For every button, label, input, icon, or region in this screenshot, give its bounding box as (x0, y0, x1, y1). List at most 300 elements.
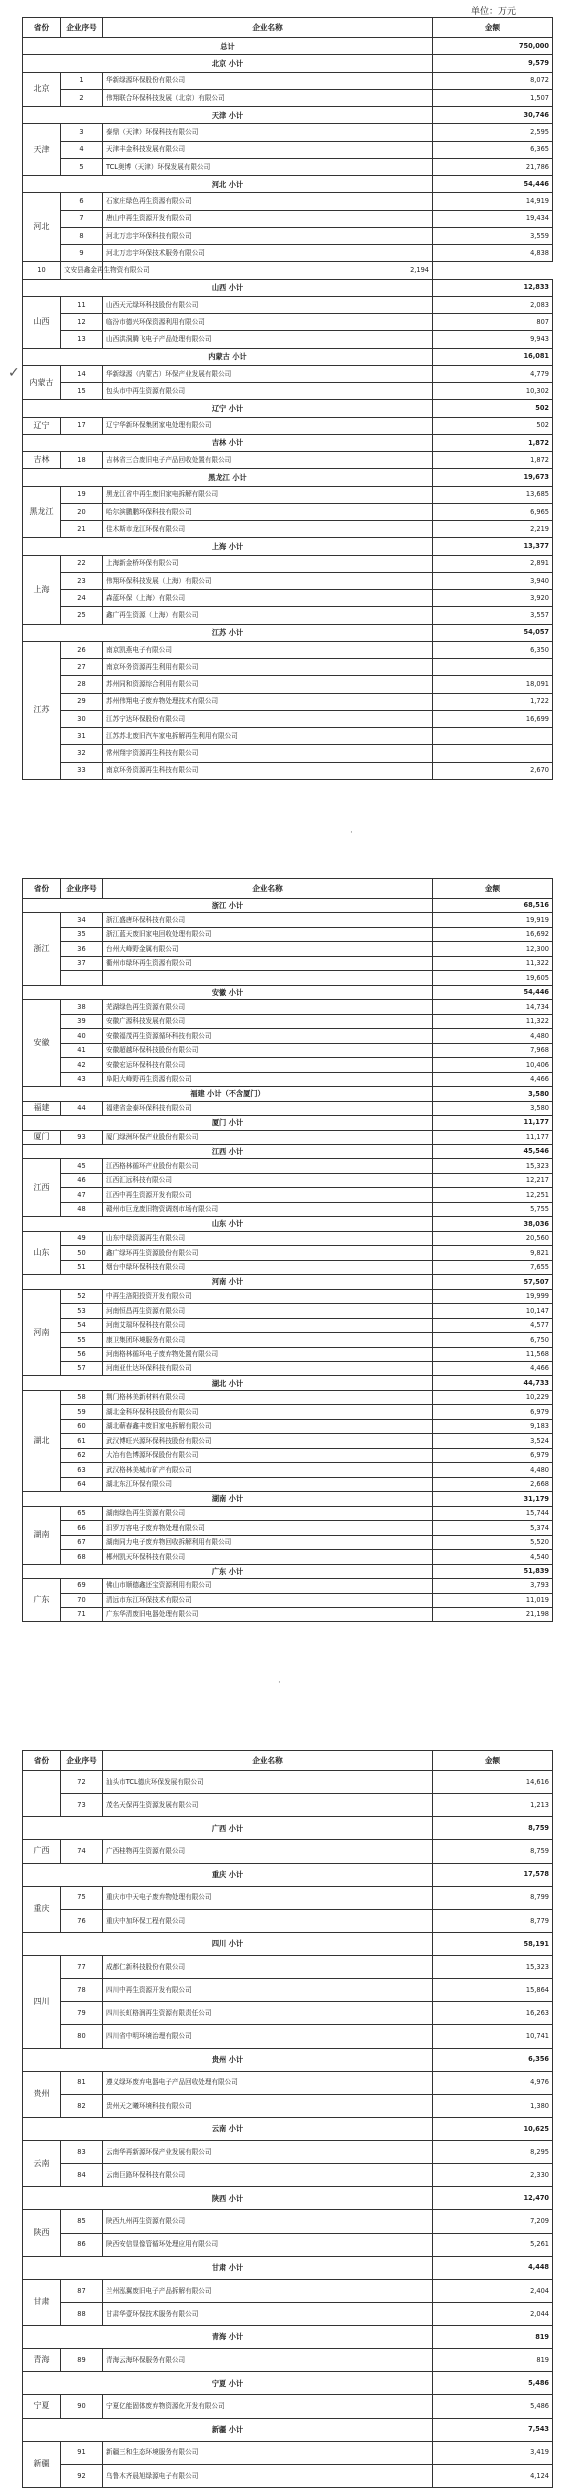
seq-cell: 22 (61, 555, 103, 572)
amount-cell: 5,520 (433, 1535, 553, 1549)
seq-cell: 30 (61, 710, 103, 727)
amount-cell: 3,793 (433, 1579, 553, 1593)
amount-cell: 14,616 (433, 1771, 553, 1794)
province-cell: 湖南 (23, 1506, 61, 1564)
seq-cell: 17 (61, 417, 103, 434)
amount-cell: 807 (433, 314, 553, 331)
table-row (23, 1886, 553, 1909)
table-row (23, 2349, 553, 2372)
company-name-cell: 南京环务资源再生利用有限公司 (103, 659, 433, 676)
table-row (23, 1390, 553, 1404)
subtotal-label: 天津 小计 (23, 107, 433, 124)
province-cell: 江苏 (23, 641, 61, 779)
table-row (23, 1362, 553, 1376)
table-row (23, 1260, 553, 1274)
company-name-cell: 华新绿源环保股份有限公司 (103, 72, 433, 89)
table-row (23, 762, 553, 779)
seq-cell: 4 (61, 141, 103, 158)
table-row (23, 2302, 553, 2325)
table-row (23, 2464, 553, 2487)
company-name-cell: 湖南绿色再生资源有限公司 (103, 1506, 433, 1520)
header-province: 省份 (23, 1751, 61, 1771)
seq-cell: 26 (61, 641, 103, 658)
seq-cell: 53 (61, 1304, 103, 1318)
header-amount: 金额 (433, 879, 553, 899)
province-cell: 黑龙江 (23, 486, 61, 538)
subtotal-label: 河南 小计 (23, 1275, 433, 1289)
subtotal-label: 内蒙古 小计 (23, 348, 433, 365)
amount-cell: 7,655 (433, 1260, 553, 1274)
seq-cell: 52 (61, 1289, 103, 1303)
seq-cell: 68 (61, 1550, 103, 1564)
table-row (23, 1956, 553, 1979)
table-page-1 (22, 17, 552, 780)
amount-cell: 16,263 (433, 2002, 553, 2025)
table-row (23, 72, 553, 89)
table-row (23, 607, 553, 624)
amount-cell (433, 728, 553, 745)
seq-cell: 23 (61, 572, 103, 589)
seq-cell: 89 (61, 2349, 103, 2372)
subtotal-label: 安徽 小计 (23, 985, 433, 999)
subtotal-amount: 13,377 (433, 538, 553, 555)
table-row (23, 452, 553, 469)
company-name-cell: 湖北蕲春鑫丰废旧家电拆解有限公司 (103, 1419, 433, 1433)
subtotal-label: 福建 小计（不含厦门） (23, 1087, 433, 1101)
company-name-cell: 宁夏亿能固体废弃物资源化开发有限公司 (103, 2395, 433, 2418)
subtotal-label: 重庆 小计 (23, 1863, 433, 1886)
amount-cell: 18,091 (433, 676, 553, 693)
amount-cell: 2,194 (103, 262, 433, 279)
subtotal-amount: 8,759 (433, 1817, 553, 1840)
province-cell: 湖北 (23, 1390, 61, 1491)
amount-cell: 2,595 (433, 124, 553, 141)
subtotal-label: 甘肃 小计 (23, 2256, 433, 2279)
company-name-cell: 黑龙江省中再生废旧家电拆解有限公司 (103, 486, 433, 503)
amount-cell: 15,323 (433, 1159, 553, 1173)
subtotal-amount: 16,081 (433, 348, 553, 365)
seq-cell: 38 (61, 1000, 103, 1014)
seq-cell: 46 (61, 1173, 103, 1187)
amount-cell: 8,295 (433, 2141, 553, 2164)
amount-cell: 6,965 (433, 503, 553, 520)
province-cell: 山东 (23, 1231, 61, 1274)
table-row (23, 141, 553, 158)
seq-cell: 63 (61, 1463, 103, 1477)
unit-label: 单位：万元 (471, 7, 517, 17)
subtotal-row (23, 1932, 553, 1955)
table-row (23, 1535, 553, 1549)
subtotal-amount: 19,673 (433, 469, 553, 486)
table-row (23, 2210, 553, 2233)
subtotal-row (23, 2418, 553, 2441)
amount-cell: 3,940 (433, 572, 553, 589)
amount-cell: 9,183 (433, 1419, 553, 1433)
company-name-cell: 遵义绿环废弃电器电子产品回收处理有限公司 (103, 2071, 433, 2094)
amount-cell: 19,999 (433, 1289, 553, 1303)
seq-cell: 45 (61, 1159, 103, 1173)
subtotal-amount: 4,448 (433, 2256, 553, 2279)
company-name-cell: 安徽宏运环保科技有限公司 (103, 1058, 433, 1072)
company-name-cell: 四川中再生资源开发有限公司 (103, 1979, 433, 2002)
company-name-cell: 台州大峰野金属有限公司 (103, 942, 433, 956)
subtotal-amount: 30,746 (433, 107, 553, 124)
seq-cell: 49 (61, 1231, 103, 1245)
table-row (23, 1202, 553, 1216)
table-row (23, 728, 553, 745)
amount-cell: 3,559 (433, 227, 553, 244)
seq-cell: 77 (61, 1956, 103, 1979)
table-page-3 (22, 1750, 552, 2488)
table-row (23, 124, 553, 141)
company-name-cell: 河北万忠宇环保科技有限公司 (103, 227, 433, 244)
company-name-cell: 兰州泓翼废旧电子产品拆解有限公司 (103, 2279, 433, 2302)
seq-cell: 19 (61, 486, 103, 503)
subtotal-label: 青海 小计 (23, 2326, 433, 2349)
company-name-cell: 汨罗万容电子废弃物处理有限公司 (103, 1521, 433, 1535)
province-cell: 上海 (23, 555, 61, 624)
amount-cell: 3,524 (433, 1434, 553, 1448)
seq-cell: 9 (61, 245, 103, 262)
company-name-cell: 临汾市德兴环保资源利用有限公司 (103, 314, 433, 331)
subtotal-label: 湖南 小计 (23, 1492, 433, 1506)
seq-cell: 80 (61, 2025, 103, 2048)
amount-cell: 5,374 (433, 1521, 553, 1535)
subtotal-label: 厦门 小计 (23, 1116, 433, 1130)
subtotal-row (23, 1376, 553, 1390)
subtotal-row (23, 538, 553, 555)
amount-cell: 4,838 (433, 245, 553, 262)
seq-cell: 34 (61, 913, 103, 927)
subtotal-row (23, 1144, 553, 1158)
company-name-cell: 湖北金科环保科技股份有限公司 (103, 1405, 433, 1419)
subtotal-label: 总计 (23, 38, 433, 55)
company-name-cell: 常州翔宇资源再生科技有限公司 (103, 745, 433, 762)
seq-cell: 15 (61, 383, 103, 400)
table-row (23, 942, 553, 956)
seq-cell: 54 (61, 1318, 103, 1332)
seq-cell: 3 (61, 124, 103, 141)
subtotal-row (23, 2187, 553, 2210)
subtotal-row (23, 469, 553, 486)
province-cell: 内蒙古 (23, 365, 61, 400)
province-cell: 江西 (23, 1159, 61, 1217)
table-row (23, 1794, 553, 1817)
page-gap: · (0, 1623, 573, 1750)
subtotal-amount: 12,470 (433, 2187, 553, 2210)
table-row (23, 1333, 553, 1347)
subtotal-amount: 6,356 (433, 2048, 553, 2071)
table-row (23, 745, 553, 762)
company-name-cell (103, 971, 433, 985)
province-cell: 河南 (23, 1289, 61, 1376)
amount-cell: 6,979 (433, 1448, 553, 1462)
subtotal-amount: 17,578 (433, 1863, 553, 1886)
company-name-cell: 康卫集团环境服务有限公司 (103, 1333, 433, 1347)
amount-table (22, 17, 553, 780)
seq-cell: 29 (61, 693, 103, 710)
seq-cell: 10 (23, 262, 61, 279)
company-name-cell: 赣州市巨龙废旧物资调剂市场有限公司 (103, 1202, 433, 1216)
amount-cell: 21,198 (433, 1607, 553, 1621)
seq-cell: 41 (61, 1043, 103, 1057)
seq-cell: 79 (61, 2002, 103, 2025)
province-cell: 四川 (23, 1956, 61, 2049)
province-cell: 北京 (23, 72, 61, 107)
company-name-cell: 安徽广源科技发展有限公司 (103, 1014, 433, 1028)
subtotal-row (23, 279, 553, 296)
table-row (23, 1771, 553, 1794)
table-row (23, 1521, 553, 1535)
company-name-cell: 山西天元绿环科技股份有限公司 (103, 296, 433, 313)
seq-cell: 21 (61, 521, 103, 538)
company-name-cell: 阜阳大峰野再生资源有限公司 (103, 1072, 433, 1086)
company-name-cell: 湖南同力电子废弃物回收拆解利用有限公司 (103, 1535, 433, 1549)
amount-cell: 10,147 (433, 1304, 553, 1318)
table-row (23, 1419, 553, 1433)
province-cell: 辽宁 (23, 417, 61, 434)
amount-cell: 4,124 (433, 2464, 553, 2487)
company-name-cell: 伟翔环保科技发展（上海）有限公司 (103, 572, 433, 589)
seq-cell: 56 (61, 1347, 103, 1361)
seq-cell: 33 (61, 762, 103, 779)
company-name-cell: 唐山中再生资源开发有限公司 (103, 210, 433, 227)
subtotal-row (23, 1275, 553, 1289)
subtotal-amount: 1,872 (433, 434, 553, 451)
table-row (23, 2025, 553, 2048)
amount-cell: 11,177 (433, 1130, 553, 1144)
company-name-cell: 江苏宁达环保股份有限公司 (103, 710, 433, 727)
company-name-cell: 贵州天之曦环境科技有限公司 (103, 2094, 433, 2117)
header-name: 企业名称 (103, 18, 433, 38)
company-name-cell: 安徽福茂再生资源循环科技有限公司 (103, 1029, 433, 1043)
province-cell: 新疆 (23, 2441, 61, 2487)
subtotal-row (23, 899, 553, 913)
seq-cell: 88 (61, 2302, 103, 2325)
amount-cell: 1,380 (433, 2094, 553, 2117)
amount-cell: 10,229 (433, 1390, 553, 1404)
subtotal-label: 广西 小计 (23, 1817, 433, 1840)
seq-cell: 86 (61, 2233, 103, 2256)
amount-cell: 11,322 (433, 956, 553, 970)
seq-cell: 69 (61, 1579, 103, 1593)
company-name-cell: 云南巨路环保科技有限公司 (103, 2164, 433, 2187)
table-row (23, 2395, 553, 2418)
company-name-cell: 芜湖绿色再生资源有限公司 (103, 1000, 433, 1014)
amount-cell: 502 (433, 417, 553, 434)
subtotal-amount: 31,179 (433, 1492, 553, 1506)
seq-cell: 31 (61, 728, 103, 745)
company-name-cell: 重庆市中天电子废弃物处理有限公司 (103, 1886, 433, 1909)
amount-cell: 1,872 (433, 452, 553, 469)
amount-cell: 10,741 (433, 2025, 553, 2048)
province-cell: 青海 (23, 2349, 61, 2372)
table-row (23, 659, 553, 676)
seq-cell: 6 (61, 193, 103, 210)
amount-cell: 1,722 (433, 693, 553, 710)
seq-cell: 32 (61, 745, 103, 762)
seq-cell: 44 (61, 1101, 103, 1115)
subtotal-row (23, 2117, 553, 2140)
amount-cell: 19,919 (433, 913, 553, 927)
table-row (23, 262, 553, 279)
table-row (23, 1840, 553, 1863)
subtotal-row (23, 1087, 553, 1101)
table-row (23, 1130, 553, 1144)
amount-cell: 2,044 (433, 2302, 553, 2325)
amount-cell: 8,072 (433, 72, 553, 89)
subtotal-amount: 502 (433, 400, 553, 417)
table-row (23, 1072, 553, 1086)
subtotal-amount: 819 (433, 2326, 553, 2349)
province-cell: 福建 (23, 1101, 61, 1115)
header-row (23, 879, 553, 899)
subtotal-row (23, 1863, 553, 1886)
subtotal-row (23, 348, 553, 365)
seq-cell: 13 (61, 331, 103, 348)
table-row (23, 227, 553, 244)
seq-cell: 24 (61, 590, 103, 607)
table-row (23, 555, 553, 572)
table-row (23, 1188, 553, 1202)
table-row (23, 1014, 553, 1028)
subtotal-amount: 54,446 (433, 176, 553, 193)
amount-cell: 15,744 (433, 1506, 553, 1520)
amount-cell: 6,365 (433, 141, 553, 158)
subtotal-row (23, 2372, 553, 2395)
company-name-cell: 江西格林循环产业股份有限公司 (103, 1159, 433, 1173)
amount-cell: 8,779 (433, 1909, 553, 1932)
seq-cell: 81 (61, 2071, 103, 2094)
company-name-cell: 河北万忠宇环保技术服务有限公司 (103, 245, 433, 262)
amount-cell (433, 745, 553, 762)
province-cell: 广东 (23, 1579, 61, 1622)
header-province: 省份 (23, 18, 61, 38)
seq-cell: 28 (61, 676, 103, 693)
subtotal-amount: 10,625 (433, 2117, 553, 2140)
table-row (23, 693, 553, 710)
seq-cell: 51 (61, 1260, 103, 1274)
seq-cell: 14 (61, 365, 103, 382)
subtotal-label: 河北 小计 (23, 176, 433, 193)
amount-cell: 4,540 (433, 1550, 553, 1564)
amount-cell: 12,300 (433, 942, 553, 956)
company-name-cell: 陕西九州再生资源有限公司 (103, 2210, 433, 2233)
amount-cell: 4,466 (433, 1072, 553, 1086)
company-name-cell: 石家庄绿色再生资源有限公司 (103, 193, 433, 210)
header-seq: 企业序号 (61, 18, 103, 38)
seq-cell: 48 (61, 1202, 103, 1216)
seq-cell: 55 (61, 1333, 103, 1347)
subtotal-amount: 45,546 (433, 1144, 553, 1158)
table-row (23, 913, 553, 927)
subtotal-amount: 9,579 (433, 55, 553, 72)
subtotal-label: 黑龙江 小计 (23, 469, 433, 486)
seq-cell: 43 (61, 1072, 103, 1086)
seq-cell: 36 (61, 942, 103, 956)
amount-cell: 13,685 (433, 486, 553, 503)
company-name-cell: 泰鼎（天津）环保科技有限公司 (103, 124, 433, 141)
subtotal-row (23, 1492, 553, 1506)
company-name-cell: 伟翔联合环保科技发展（北京）有限公司 (103, 89, 433, 106)
company-name-cell: 山东中绿资源再生有限公司 (103, 1231, 433, 1245)
company-name-cell: 河南恒昌再生资源有限公司 (103, 1304, 433, 1318)
seq-cell: 60 (61, 1419, 103, 1433)
seq-cell: 50 (61, 1246, 103, 1260)
amount-cell: 15,323 (433, 1956, 553, 1979)
table-row (23, 676, 553, 693)
table-row (23, 521, 553, 538)
table-row (23, 2141, 553, 2164)
subtotal-label: 浙江 小计 (23, 899, 433, 913)
table-row (23, 1173, 553, 1187)
amount-cell: 4,577 (433, 1318, 553, 1332)
company-name-cell: 福建省金泰环保科技有限公司 (103, 1101, 433, 1115)
subtotal-amount: 11,177 (433, 1116, 553, 1130)
amount-cell: 7,968 (433, 1043, 553, 1057)
company-name-cell: 四川省中明环境治理有限公司 (103, 2025, 433, 2048)
company-name-cell: 文安县鑫金再生物资有限公司 (61, 262, 103, 279)
subtotal-row (23, 1116, 553, 1130)
subtotal-amount: 44,733 (433, 1376, 553, 1390)
seq-cell: 66 (61, 1521, 103, 1535)
subtotal-amount: 51,839 (433, 1564, 553, 1578)
province-cell: 重庆 (23, 1886, 61, 1932)
company-name-cell: 陕西安信显像管循环处理应用有限公司 (103, 2233, 433, 2256)
table-row (23, 2164, 553, 2187)
header-row (23, 18, 553, 38)
table-row (23, 417, 553, 434)
subtotal-row (23, 176, 553, 193)
amount-cell: 5,261 (433, 2233, 553, 2256)
amount-cell: 11,568 (433, 1347, 553, 1361)
table-row (23, 956, 553, 970)
seq-cell: 72 (61, 1771, 103, 1794)
amount-cell: 1,507 (433, 89, 553, 106)
header-name: 企业名称 (103, 1751, 433, 1771)
header-row (23, 1751, 553, 1771)
table-row (23, 2233, 553, 2256)
company-name-cell: 青海云海环保服务有限公司 (103, 2349, 433, 2372)
table-row (23, 1550, 553, 1564)
amount-cell: 5,755 (433, 1202, 553, 1216)
company-name-cell: 武汉格林美城市矿产有限公司 (103, 1463, 433, 1477)
table-row (23, 193, 553, 210)
seq-cell: 74 (61, 1840, 103, 1863)
seq-cell: 62 (61, 1448, 103, 1462)
subtotal-amount: 38,036 (433, 1217, 553, 1231)
company-name-cell: 上海新金桥环保有限公司 (103, 555, 433, 572)
company-name-cell: 衢州市绿环再生资源有限公司 (103, 956, 433, 970)
subtotal-label: 江苏 小计 (23, 624, 433, 641)
amount-cell: 7,209 (433, 2210, 553, 2233)
seq-cell: 85 (61, 2210, 103, 2233)
table-row (23, 1318, 553, 1332)
header-seq: 企业序号 (61, 1751, 103, 1771)
seq-cell: 61 (61, 1434, 103, 1448)
table-row (23, 89, 553, 106)
seq-cell: 87 (61, 2279, 103, 2302)
company-name-cell: 新疆三和生态环境服务有限公司 (103, 2441, 433, 2464)
amount-cell: 3,580 (433, 1101, 553, 1115)
header-amount: 金额 (433, 1751, 553, 1771)
company-name-cell: 佳木斯市龙江环保有限公司 (103, 521, 433, 538)
company-name-cell: 荆门格林美新材料有限公司 (103, 1390, 433, 1404)
subtotal-row (23, 1817, 553, 1840)
table-row (23, 1289, 553, 1303)
company-name-cell: 清远市东江环保技术有限公司 (103, 1593, 433, 1607)
company-name-cell: 江苏苏北废旧汽车家电拆解再生利用有限公司 (103, 728, 433, 745)
